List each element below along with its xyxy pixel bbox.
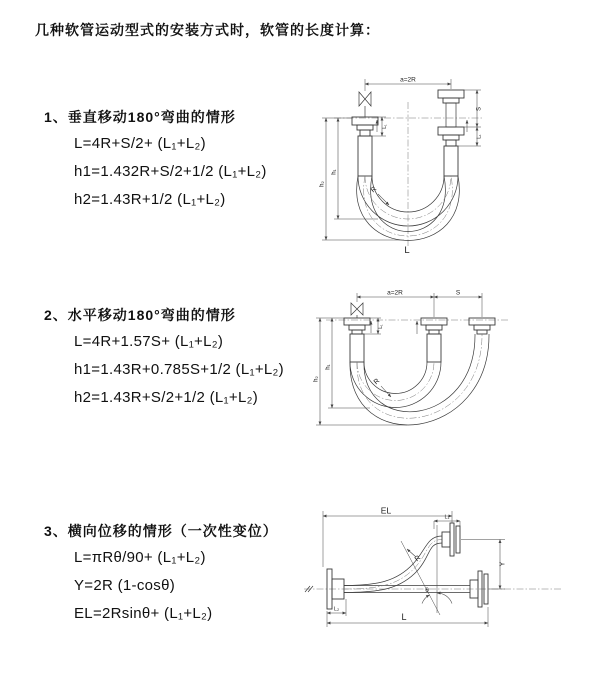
dim-label-l1: L₁: [444, 514, 450, 521]
right-flange-upper: [438, 90, 464, 103]
section-3-heading: 3、横向位移的情形（一次性变位）: [44, 523, 278, 539]
angle-label-theta: θ: [425, 587, 429, 594]
dim-label-l1: L₁: [378, 324, 384, 329]
dim-label-l: L: [401, 612, 407, 622]
section-3-formula-2: Y=2R (1-cosθ): [74, 577, 176, 594]
dim-label-h1: h₁: [331, 169, 338, 175]
upper-right-flange: [442, 523, 460, 556]
valve-icon: [351, 303, 363, 318]
dim-label-l1-left: L₁: [382, 124, 388, 129]
section-2-formula-3: h2=1.43R+S/2+1/2 (L₁+L₂): [74, 389, 259, 406]
right-braided-hose: [444, 146, 458, 176]
left-flange: [344, 318, 370, 334]
section-1-heading: 1、垂直移动180°弯曲的情形: [44, 109, 236, 125]
dim-label-s: S: [476, 106, 483, 112]
section-3-formula-1: L=πRθ/90+ (L₁+L₂): [74, 549, 206, 566]
section-3-formula-3: EL=2Rsinθ+ (L₁+L₂): [74, 605, 213, 622]
middle-braided-hose: [427, 334, 441, 362]
section-1-formula-1: L=4R+S/2+ (L₁+L₂): [74, 135, 206, 152]
radius-label: R: [413, 554, 423, 564]
dim-label-s: S: [455, 289, 461, 297]
left-braided-hose: [350, 334, 364, 362]
hose-u-bend-position-2: [350, 334, 489, 425]
dim-label-a2r: a=2R: [387, 289, 403, 297]
section-1-formula-2: h1=1.432R+S/2+1/2 (L₁+L₂): [74, 163, 267, 180]
dim-label-l2: L₂: [333, 606, 340, 613]
left-braided-hose: [358, 136, 372, 176]
radius-label: R: [372, 377, 382, 387]
dim-label-l1-right: L₁: [476, 134, 483, 139]
hose-centerline-curve: [344, 540, 442, 590]
dim-label-h2: h₂: [313, 376, 320, 382]
angle-arrow-left: [422, 595, 430, 604]
dim-label-el: EL: [380, 505, 392, 516]
valve-icon: [359, 92, 371, 117]
middle-flange: [421, 318, 447, 334]
section-1-formula-3: h2=1.43R+1/2 (L₁+L₂): [74, 191, 226, 208]
section-2-formula-2: h1=1.43R+0.785S+1/2 (L₁+L₂): [74, 361, 284, 378]
hose-centerline-arc-1: [357, 362, 434, 401]
section-2-heading: 2、水平移动180°弯曲的情形: [44, 307, 236, 323]
right-flange-lower: [438, 127, 464, 146]
dim-label-y: Y: [499, 561, 507, 567]
length-label: L: [404, 245, 410, 256]
dim-label-h2: h₂: [319, 181, 326, 187]
dim-label-h1: h₁: [325, 364, 332, 370]
right-flange: [469, 318, 495, 334]
diagram-1-vertical-bend: [316, 72, 521, 257]
angle-arrow-right: [437, 593, 452, 604]
left-flange: [352, 117, 378, 136]
hose-centerline-arc-2: [357, 334, 482, 418]
radius-label: R: [369, 185, 379, 195]
diagram-2-horizontal-bend: [312, 287, 522, 447]
hose-displaced-position: [344, 536, 442, 593]
diagram-3-lateral-displacement: [300, 503, 592, 651]
dim-label-a2r: a=2R: [400, 76, 416, 84]
section-2-formula-1: L=4R+1.57S+ (L₁+L₂): [74, 333, 224, 350]
right-pipe: [446, 103, 456, 127]
page-title: 几种软管运动型式的安装方式时，软管的长度计算：: [35, 22, 380, 38]
construction-diagonal: [401, 541, 440, 615]
